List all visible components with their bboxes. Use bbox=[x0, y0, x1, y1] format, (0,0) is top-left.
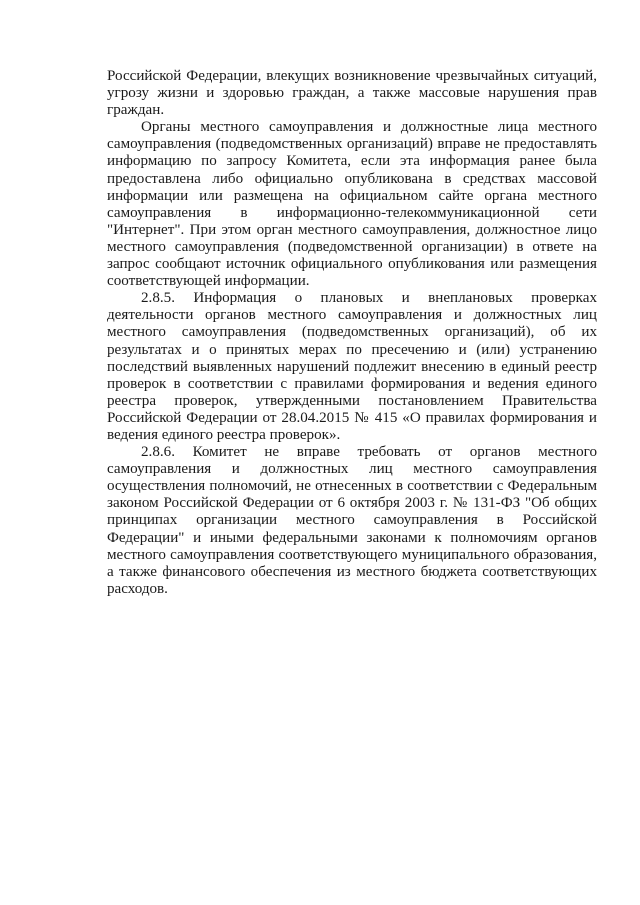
paragraph-continuation: Российской Федерации, влекущих возникновение чрезвычайных ситуаций, угрозу жизни и здоровью граждан, а также массовые нарушения прав граждан. bbox=[107, 68, 597, 119]
paragraph-2-8-5: 2.8.5. Информация о плановых и внеплановых проверках деятельности органов местного самоуправления и должностных лиц местного самоуправления (подведомственных организаций), об их результатах и о принятых мерах по пресечению и (или) устранению последствий выявленных нарушений подлежит внесению в единый реестр проверок в соответствии с правилами формирования и ведения единого реестра проверок, утвержденными постановлением Правительства Российской Федерации от 28.04.2015 № 415 «О правилах формирования и ведения единого реестра проверок». bbox=[107, 290, 597, 443]
paragraph-organs-right-not-to-provide: Органы местного самоуправления и должностные лица местного самоуправления (подведомственных организаций) вправе не предоставлять информацию по запросу Комитета, если эта информация ранее была предоставлена либо официально опубликована в средствах массовой информации или размещена на официальном сайте органа местного самоуправления в информационно-телекоммуникационной сети "Интернет". При этом орган местного самоуправления, должностное лицо местного самоуправления (подведомственной организации) в ответе на запрос сообщают источник официального опубликования или размещения соответствующей информации. bbox=[107, 119, 597, 290]
paragraph-2-8-6: 2.8.6. Комитет не вправе требовать от органов местного самоуправления и должностных лиц местного самоуправления осуществления полномочий, не отнесенных в соответствии с Федеральным законом Российской Федерации от 6 октября 2003 г. № 131-ФЗ "Об общих принципах организации местного самоуправления в Российской Федерации" и иными федеральными законами к полномочиям органов местного самоуправления соответствующего муниципального образования, а также финансового обеспечения из местного бюджета соответствующих расходов. bbox=[107, 444, 597, 597]
document-body bbox=[107, 68, 597, 598]
